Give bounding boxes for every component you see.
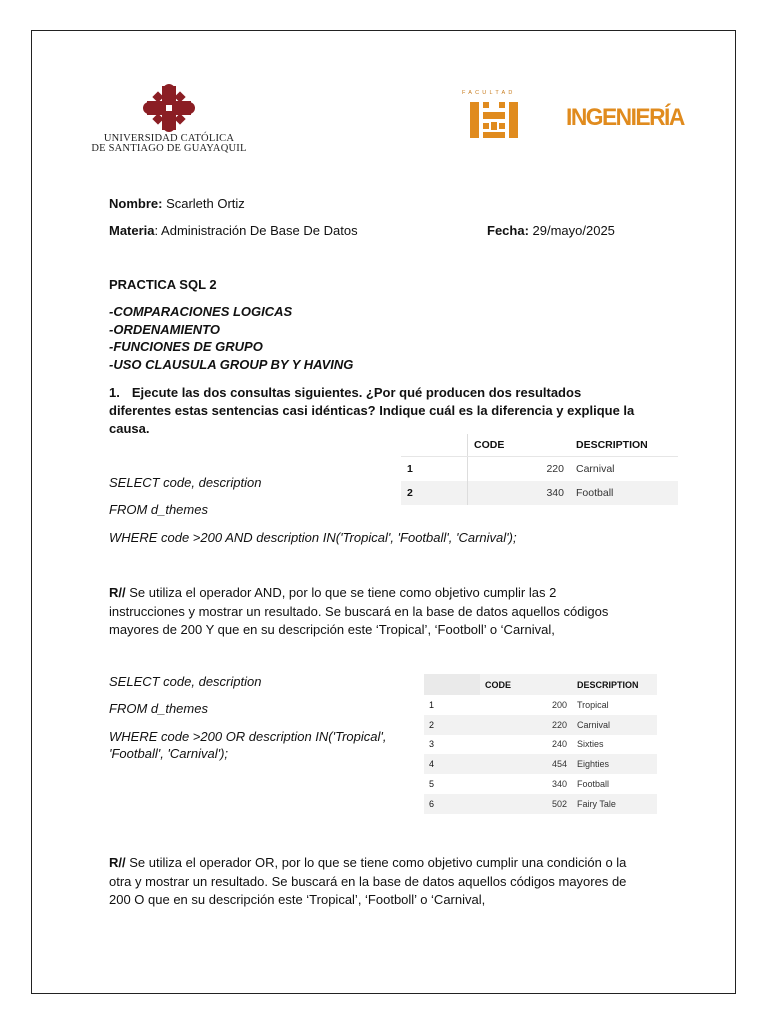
topic-item: -COMPARACIONES LOGICAS <box>109 304 293 319</box>
question-line2: diferentes estas sentencias casi idénticas? Indique cuál es la diferencia y explique la <box>109 403 635 418</box>
row-code: 340 <box>468 481 571 505</box>
faculty-emblem-icon <box>470 100 518 140</box>
table-row <box>401 481 678 505</box>
name-line <box>109 195 245 213</box>
question-line3: causa. <box>109 421 150 436</box>
practice-title: PRACTICA SQL 2 <box>109 277 217 292</box>
row-index: 1 <box>401 457 468 482</box>
query2-line3: WHERE code >200 OR description IN('Tropical', <box>109 729 387 744</box>
topic-item: -FUNCIONES DE GRUPO <box>109 339 263 354</box>
question-line1: Ejecute las dos consultas siguientes. ¿Por qué producen dos resultados <box>131 385 582 400</box>
table-header-index <box>401 434 468 457</box>
query1-line2: FROM d_themes <box>109 502 208 517</box>
table-row <box>401 457 678 482</box>
row-description: Tropical <box>577 699 609 710</box>
answer1-line1: Se utiliza el operador AND, por lo que se tiene como objetivo cumplir las 2 <box>125 585 557 600</box>
query2-line4: 'Football', 'Carnival'); <box>109 746 229 761</box>
table-header-row <box>424 674 657 695</box>
engineering-logo: INGENIERÍA <box>566 104 684 131</box>
row-index: 5 <box>429 779 435 790</box>
topic-item: -ORDENAMIENTO <box>109 321 220 337</box>
date-label: Fecha: <box>487 223 529 238</box>
query2-line1: SELECT code, description <box>109 674 262 689</box>
table-row <box>424 774 657 794</box>
answer1-line2: instrucciones y mostrar un resultado. Se buscará en la base de datos aquellos códigos <box>109 603 609 619</box>
row-description: Football <box>570 481 678 505</box>
answer2-label: R// <box>109 855 126 870</box>
row-description: Football <box>577 779 610 790</box>
result-table-2 <box>424 674 657 814</box>
date-line <box>487 222 615 240</box>
row-index: 2 <box>424 715 480 735</box>
question-number: 1. <box>109 385 120 400</box>
row-description: Carnival <box>572 715 657 735</box>
table-row <box>424 794 657 814</box>
table-row <box>424 695 657 715</box>
university-logo <box>84 84 254 164</box>
topic-item: -USO CLAUSULA GROUP BY Y HAVING <box>109 356 354 372</box>
row-description: Fairy Tale <box>572 794 657 814</box>
answer1-line3: mayores de 200 Y que en su descripción este ‘Tropical’, ‘Footboll’ o ‘Carnival, <box>109 622 555 637</box>
answer2-line3: 200 O que en su descripción este ‘Tropical’, ‘Footboll’ o ‘Carnival, <box>109 892 486 907</box>
table-row <box>424 754 657 774</box>
question-1 <box>109 384 669 438</box>
table-header-row <box>401 434 678 457</box>
query2-line2: FROM d_themes <box>109 701 208 716</box>
answer1-label: R// <box>109 585 126 600</box>
row-code: 220 <box>546 463 564 475</box>
row-description: Sixties <box>577 739 604 750</box>
faculty-logo <box>460 90 530 142</box>
table-row <box>424 715 657 735</box>
row-code: 200 <box>551 699 567 710</box>
row-index: 4 <box>424 754 480 774</box>
row-index: 6 <box>424 794 480 814</box>
row-description: Carnival <box>576 463 615 475</box>
answer-1 <box>109 584 608 640</box>
row-code: 240 <box>551 739 567 750</box>
university-crest-icon <box>84 84 254 134</box>
faculty-label: FACULTAD <box>462 90 516 96</box>
name-value: Scarleth Ortiz <box>162 196 245 211</box>
row-description: Eighties <box>572 754 657 774</box>
row-code: 502 <box>480 794 572 814</box>
row-index: 2 <box>401 481 468 505</box>
answer-2 <box>109 854 626 910</box>
topics-list <box>109 303 353 373</box>
subject-label: Materia <box>109 223 155 238</box>
university-name-line2: DE SANTIAGO DE GUAYAQUIL <box>91 143 247 154</box>
table-header-code: CODE <box>480 674 572 695</box>
date-value: 29/mayo/2025 <box>528 223 615 238</box>
subject-line <box>109 222 358 240</box>
table-header-description: DESCRIPTION <box>570 434 678 457</box>
answer2-line1: Se utiliza el operador OR, por lo que se tiene como objetivo cumplir una condición o la <box>125 855 627 870</box>
row-code: 220 <box>480 715 572 735</box>
row-code: 340 <box>551 779 567 790</box>
table-row <box>424 735 657 755</box>
query1-line3: WHERE code >200 AND description IN('Tropical', 'Football', 'Carnival'); <box>109 530 517 545</box>
query1-line1: SELECT code, description <box>109 475 262 490</box>
table-header-index <box>424 674 480 695</box>
table-header-code: CODE <box>468 434 571 457</box>
row-index: 3 <box>429 739 435 750</box>
result-table-1 <box>401 434 678 505</box>
row-index: 1 <box>429 699 435 710</box>
table-header-description: DESCRIPTION <box>572 674 657 695</box>
answer2-line2: otra y mostrar un resultado. Se buscará en la base de datos aquellos códigos mayores de <box>109 873 627 889</box>
row-code: 454 <box>480 754 572 774</box>
subject-value: : Administración De Base De Datos <box>154 223 358 238</box>
name-label: Nombre: <box>109 196 163 211</box>
university-name-line1: UNIVERSIDAD CATÓLICA <box>103 133 235 144</box>
